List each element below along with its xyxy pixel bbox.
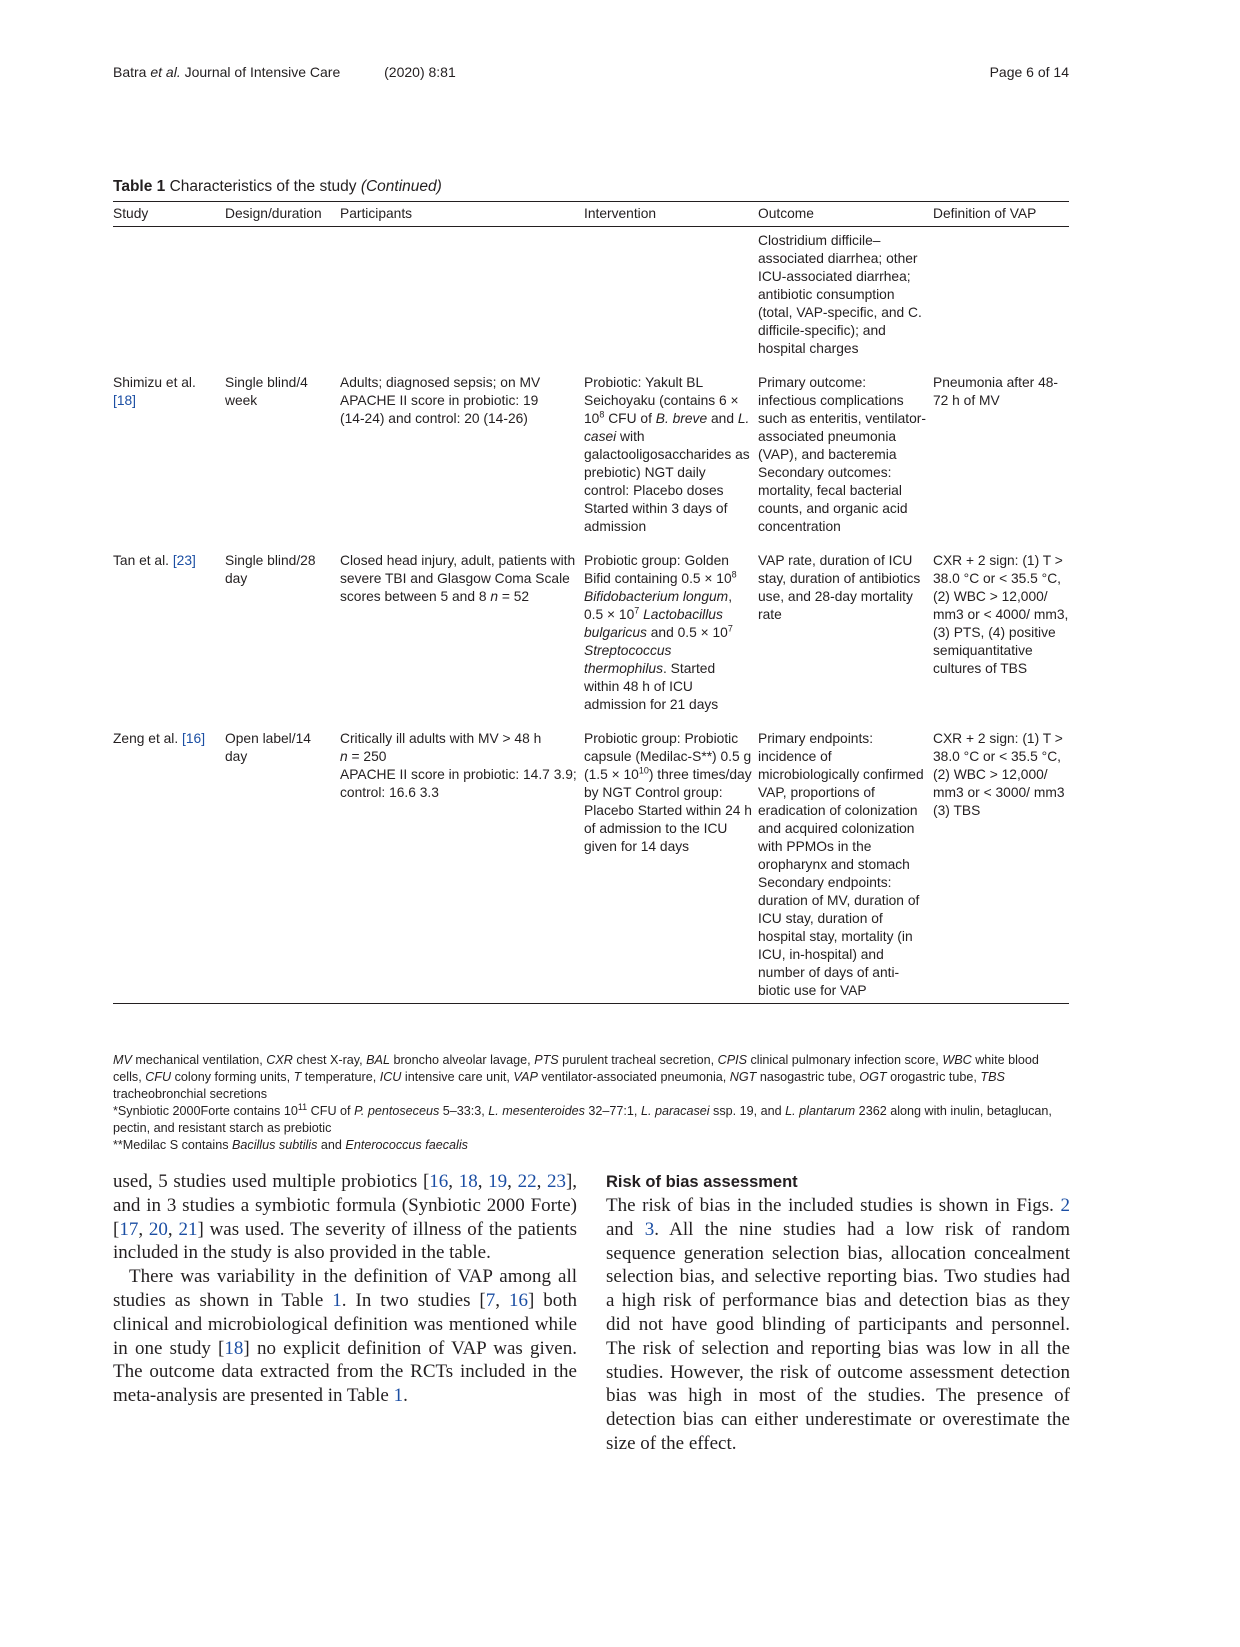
citation-link[interactable]: 17 bbox=[119, 1218, 139, 1240]
cell-study bbox=[113, 730, 225, 748]
citation-link[interactable]: 16 bbox=[429, 1171, 449, 1192]
section-heading: Risk of bias assessment bbox=[606, 1173, 798, 1191]
abbreviation-definition: ventilator-associated pneumonia, bbox=[537, 1070, 730, 1084]
abbreviation: BAL bbox=[366, 1053, 390, 1067]
table-1-container bbox=[113, 178, 1069, 1004]
abbreviation: MV bbox=[113, 1053, 132, 1067]
table-caption-continued: (Continued) bbox=[360, 178, 442, 195]
body-paragraph: There was variability in the definition of VAP among all studies as shown in Table 1. In two studies [7, 16] both clinical and microbiological definition was mentioned while in one study [18] no explicit definition of VAP was given. The outcome data extracted from the RCTs included in the meta-analysis are presented in Table 1. bbox=[113, 1266, 578, 1407]
abbreviation-definition: mechanical ventilation, bbox=[131, 1053, 267, 1067]
abbreviation: WBC bbox=[942, 1053, 972, 1067]
figure-link[interactable]: 3 bbox=[644, 1218, 655, 1240]
citation-link[interactable]: 21 bbox=[178, 1218, 198, 1240]
abbreviations-note bbox=[113, 1052, 1069, 1103]
abbreviation: VAP bbox=[513, 1070, 538, 1084]
study-name: Zeng et al. bbox=[113, 731, 179, 746]
citation-link[interactable]: 19 bbox=[488, 1171, 508, 1192]
citation-link[interactable]: 18 bbox=[224, 1337, 244, 1359]
abbreviation-definition: clinical pulmonary infection score, bbox=[747, 1053, 943, 1067]
citation-link[interactable]: 16 bbox=[508, 1289, 528, 1311]
citation-link[interactable]: 20 bbox=[148, 1218, 168, 1240]
table-row bbox=[113, 721, 1069, 1004]
header-etal: et al. bbox=[150, 64, 181, 80]
study-name: Shimizu et al. bbox=[113, 375, 196, 390]
table-header-row bbox=[113, 202, 1069, 227]
abbreviation-definition: intensive care unit, bbox=[401, 1070, 514, 1084]
medilac-note: **Medilac S contains Bacillus subtilis and Enterococcus faecalis bbox=[113, 1138, 468, 1152]
citation-link[interactable]: [18] bbox=[113, 393, 137, 408]
abbreviation-definition: white blood cells, bbox=[113, 1053, 1039, 1084]
table-link[interactable]: 1 bbox=[332, 1289, 342, 1311]
abbreviation: TBS bbox=[980, 1070, 1005, 1084]
abbreviation-definition: nasogastric tube, bbox=[756, 1070, 860, 1084]
table-row bbox=[113, 365, 1069, 543]
abbreviation: NGT bbox=[729, 1070, 757, 1084]
cell-definition-vap: CXR + 2 sign: (1) T > 38.0 °C or < 35.5 °C, (2) WBC > 12,000/ mm3 or < 3000/ mm3 (3) TBS bbox=[933, 731, 1065, 818]
abbreviation-definition: orogastric tube, bbox=[886, 1070, 981, 1084]
abbreviation: CPIS bbox=[717, 1053, 748, 1067]
cell-participants: Critically ill adults with MV > 48 h n = 250 APACHE II score in probiotic: 14.7 3.9; control: 16.6 3.3 bbox=[340, 731, 577, 800]
cell-definition-vap: CXR + 2 sign: (1) T > 38.0 °C or < 35.5 °C, (2) WBC > 12,000/ mm3 or < 4000/ mm3, (3) PTS, (4) positive semiquantitative cultures of TBS bbox=[933, 553, 1069, 676]
abbreviation: T bbox=[293, 1070, 302, 1084]
abbreviation-definition: broncho alveolar lavage, bbox=[389, 1053, 535, 1067]
citation-link[interactable]: 23 bbox=[546, 1171, 566, 1192]
cell-participants: Adults; diagnosed sepsis; on MV APACHE II score in probiotic: 19 (14-24) and control: 20 (14-26) bbox=[340, 375, 541, 426]
citation-link[interactable]: 7 bbox=[485, 1289, 496, 1311]
figure-link[interactable]: 2 bbox=[1060, 1195, 1070, 1216]
table-caption-text: Characteristics of the study bbox=[165, 178, 361, 195]
abbreviation: OGT bbox=[859, 1070, 887, 1084]
cell-definition-vap: Pneumonia after 48-72 h of MV bbox=[933, 375, 1059, 408]
study-name: Tan et al. bbox=[113, 553, 169, 568]
abbreviation-definition: tracheobronchial secretions bbox=[113, 1087, 268, 1101]
abbreviation: CFU bbox=[145, 1070, 172, 1084]
table-row bbox=[113, 543, 1069, 721]
abbreviation-definition: colony forming units, bbox=[171, 1070, 294, 1084]
col-header-intervention: Intervention bbox=[584, 202, 758, 227]
synbiotic-note: *Synbiotic 2000Forte contains $10^{11}$ CFU of P. pentoseceus 5–33:3, L. mesenteroides 32–77:1, L. paracasei ssp. 19, and L. plantarum 2362 along with inulin, betaglucan, pectin, and resistant starch as prebiotic bbox=[113, 1101, 1052, 1135]
citation-link[interactable]: 22 bbox=[517, 1171, 537, 1192]
running-header-citation bbox=[113, 64, 456, 80]
citation-link[interactable]: [23] bbox=[172, 553, 196, 568]
cell-outcome: Clostridium difficile–associated diarrhea; other ICU-associated diarrhea; antibiotic consumption (total, VAP-specific, and C. difficile-specific); and hospital charges bbox=[758, 233, 922, 356]
body-paragraph: The risk of bias in the included studies is shown in Figs. 2 and 3. All the nine studies had a low risk of random sequence generation selection bias, allocation concealment selection bias, and selective reporting bias. Two studies had a high risk of performance bias and detection bias as they did not have good blinding of participants and personnel. The risk of selection and reporting bias was low in all the studies. However, the risk of outcome assessment detection bias was high in most of the studies. The presence of detection bias can either underestimate or overestimate the size of the effect. bbox=[606, 1195, 1071, 1454]
table-row bbox=[113, 227, 1069, 366]
citation-link[interactable]: [16] bbox=[182, 731, 206, 746]
abbreviation: CXR bbox=[266, 1053, 293, 1067]
cell-study bbox=[113, 374, 225, 410]
table-caption bbox=[113, 178, 1069, 196]
table-footnotes bbox=[113, 1052, 1069, 1154]
cell-study bbox=[113, 552, 225, 570]
cell-outcome: Primary outcome: infectious complications such as enteritis, ventilator-associated pneumonia (VAP), and bacteremia Secondary outcomes: mortality, fecal bacterial counts, and organic acid concentration bbox=[758, 375, 926, 534]
cell-intervention: Probiotic group: Golden Bifid containing $0.5 \times 10^8$ Bifidobacterium longum, $0.5 \times 10^7$ Lactobacillus bulgaricus and $0.5 \times 10^7$ Streptococcus thermophilus. Started within 48 h of ICU admission for 21 days bbox=[584, 553, 737, 712]
abbreviation-definition: chest X-ray, bbox=[292, 1053, 367, 1067]
cell-intervention: Probiotic group: Probiotic capsule (Medilac-S**) 0.5 g $(1.5 \times 10^{10})$ three times/day by NGT Control group: Placebo Started within 24 h of admission to the ICU given for 14 days bbox=[584, 731, 752, 854]
header-year-volume: (2020) 8:81 bbox=[384, 64, 456, 80]
table-link[interactable]: 1 bbox=[393, 1385, 404, 1407]
cell-design: Open label/14 day bbox=[225, 731, 311, 764]
abbreviation-definition: temperature, bbox=[301, 1070, 380, 1084]
body-paragraph: used, 5 studies used multiple probiotics [16, 18, 19, 22, 23], and in 3 studies a symbiotic formula (Synbiotic 2000 Forte) [17, 20, 21] was used. The severity of illness of the patients included in the study is also provided in the table. bbox=[113, 1171, 578, 1264]
body-column-right bbox=[606, 1170, 1070, 1456]
characteristics-table bbox=[113, 201, 1069, 1004]
cell-participants: Closed head injury, adult, patients with severe TBI and Glasgow Coma Scale scores between 5 and 8 n = 52 bbox=[340, 553, 576, 604]
cell-design: Single blind/4 week bbox=[225, 375, 308, 408]
citation-link[interactable]: 18 bbox=[458, 1171, 478, 1192]
col-header-participants: Participants bbox=[340, 202, 584, 227]
cell-outcome: Primary endpoints: incidence of microbiologically confirmed VAP, proportions of eradication of colonization and acquired colonization with PPMOs in the oropharynx and stomach Secondary endpoints: duration of MV, duration of ICU stay, duration of hospital stay, mortality (in ICU, in-hospital) and number of days of anti-biotic use for VAP bbox=[758, 731, 924, 998]
col-header-study: Study bbox=[113, 202, 225, 227]
table-caption-label: Table 1 bbox=[113, 178, 166, 195]
abbreviation-definition: purulent tracheal secretion, bbox=[558, 1053, 718, 1067]
cell-intervention: Probiotic: Yakult BL Seichoyaku (contains $6 \times 10^8$ CFU of B. breve and L. casei with galactooligosaccharides as prebiotic) NGT daily control: Placebo doses Started within 3 days of admission bbox=[584, 375, 750, 534]
body-column-left bbox=[113, 1170, 577, 1408]
col-header-design: Design/duration bbox=[225, 202, 340, 227]
col-header-definition-vap: Definition of VAP bbox=[933, 202, 1069, 227]
col-header-outcome: Outcome bbox=[758, 202, 933, 227]
header-authors: Batra bbox=[113, 64, 147, 80]
cell-design: Single blind/28 day bbox=[225, 553, 316, 586]
abbreviation: PTS bbox=[534, 1053, 559, 1067]
abbreviation: ICU bbox=[379, 1070, 402, 1084]
cell-outcome: VAP rate, duration of ICU stay, duration of antibiotics use, and 28-day mortality rate bbox=[758, 553, 921, 622]
page-number: Page 6 of 14 bbox=[989, 64, 1069, 80]
header-journal: Journal of Intensive Care bbox=[184, 64, 341, 80]
